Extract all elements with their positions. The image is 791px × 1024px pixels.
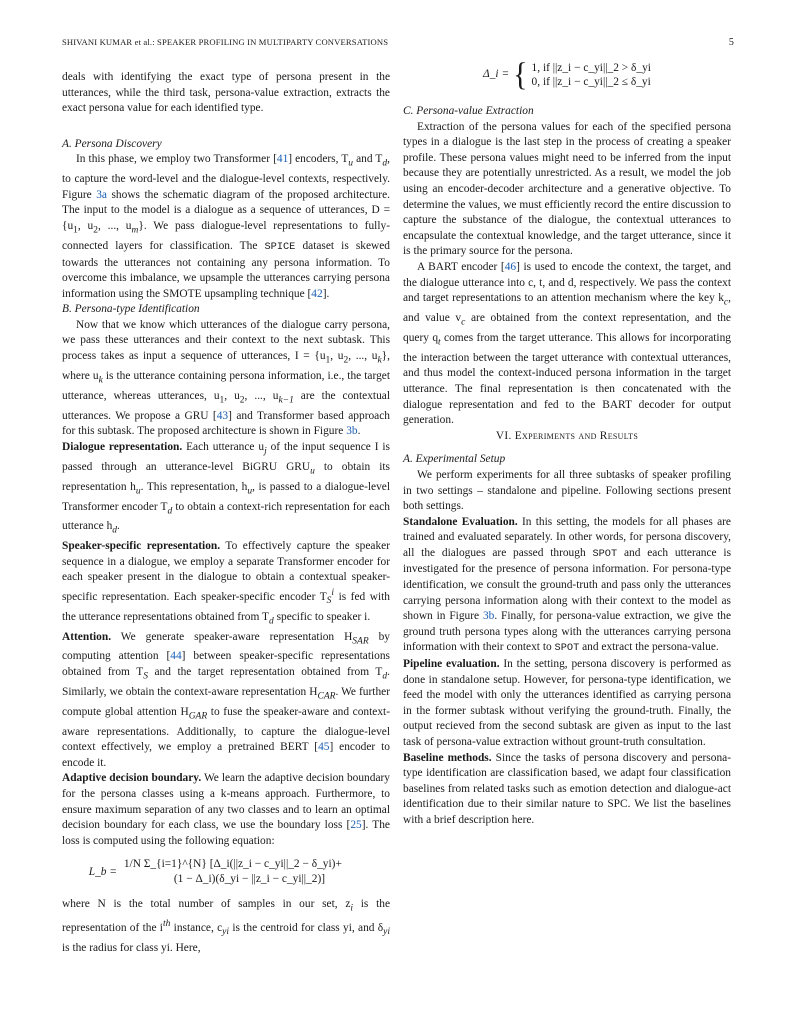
citation-link[interactable]: 42 <box>311 287 323 300</box>
paragraph: where N is the total number of samples in our set, $z_i$ is the representation of the $i^{th}$ instance, $c_{yi}$ is the centroid for class yi, and $\delta_{yi}$ is the radius for class yi. Here, <box>62 898 390 954</box>
running-header <box>62 37 734 51</box>
equation-line: 1/N Σ_{i=1}^{N} [Δ_i(||z_i − c_yi||_2 − δ_yi)+ <box>123 858 342 871</box>
boundary-loss-equation <box>62 857 390 887</box>
right-column <box>403 56 732 829</box>
running-title: SHIVANI KUMAR et al.: SPEAKER PROFILING IN MULTIPARTY CONVERSATIONS <box>62 37 389 47</box>
section-heading-experimental-setup: A. Experimental Setup <box>403 453 506 466</box>
left-column <box>62 70 390 957</box>
figure-link[interactable]: 3a <box>96 188 107 201</box>
equation-body <box>124 857 342 887</box>
equation-case: 1, if ||z_i − c_yi||_2 > δ_yi <box>531 62 651 74</box>
citation-link[interactable]: 41 <box>276 153 289 166</box>
figure-link[interactable]: 3b <box>482 610 495 623</box>
figure-link[interactable]: 3b <box>346 425 358 438</box>
paragraph: Dialogue representation. Each utterance $u_j$ of the input sequence I is passed through an utterance-level BiGRU $GRU_u$ to obtain its representation $h_u$. This representation, $h_u$, is passed to a dialogue-level Transformer encoder $T_d$ to obtain a context-rich representation for each utterance $h_d$. <box>62 440 391 536</box>
delta-equation <box>403 56 731 93</box>
citation-link[interactable]: 44 <box>170 650 182 663</box>
paragraph: Pipeline evaluation. In the setting, persona discovery is performed as done in standalone setup. However, for persona-type identification, we feed the model with only the utterances identified as carrying persona in the former subtask without verifying the ground-truth. Finally, the output recieved from the second subtask are given as input to the last task of persona-value extraction without grount-truth consultation. <box>403 658 732 748</box>
page-number: 5 <box>728 37 734 48</box>
paragraph: Now that we know which utterances of the dialogue carry persona, we pass these utterances and their context to the next subtask. This process takes as input a sequence of utterances, $I = \{u_1$, $u_2$, ..., $u_k$}, where $u_k$ is the utterance containing persona information, i.e., the target utterance, whereas utterances, $u_1$, $u_2$, ..., $u_{k-1}$ are the contextual utterances. We propose a GRU [43] and Transformer based approach for this subtask. The proposed architecture is shown in Figure 3b. <box>62 318 391 438</box>
paragraph: Standalone Evaluation. In this setting, the models for all phases are trained and evaluated separately. In other words, for persona discovery, all the dialogues are passed through SPOT and each utterance is investigated for the presence of persona information. For persona-type identification, we consult the ground-truth and pass only the utterances carrying persona information along with their context to the model as shown in Figure 3b. Finally, for persona-value extraction, we give the ground truth persona types along with the utterances carrying persona information with their context to SPOT and extract the persona-value. <box>403 515 732 655</box>
paragraph: A BART encoder [46] is used to encode the context, the target, and the dialogue utterance into c, t, and d, respectively. We pass the context and target representations to an attention mechanism where the key $k_c$, and value $v_c$ are obtained from the context representation, and the query $q_t$ comes from the target utterance. This allows for incorporating the interaction between the target utterance with contextual utterances, and thus model the context-induced persona information in the target utterance. The final representation is then concatenated with the dialogue representation and fed to the BART decoder for output generation. <box>403 260 731 427</box>
dataset-name: SPICE <box>264 240 296 253</box>
paragraph: Baseline methods. Since the tasks of persona discovery and persona-type identification are classification based, we adapt four classification baselines from related tasks such as emotion detection and dialogue-act identification due to their similar nature to SPC. We list the baselines with a brief description here. <box>403 751 731 826</box>
equation-lhs: Δ_i = <box>483 68 510 81</box>
paragraph: Adaptive decision boundary. We learn the adaptive decision boundary for the persona classes using a k-means approach. Furthermore, to ensure maximum separation of any two classes and to learn an optimal decision boundary for each class, we use the boundary loss [25]. The loss is computed using the following equation: <box>62 772 390 847</box>
equation-line: (1 − Δ_i)(δ_yi − ||z_i − c_yi||_2)] <box>173 873 326 886</box>
citation-link[interactable]: 43 <box>216 409 229 422</box>
model-name: SPOT <box>592 547 618 560</box>
paragraph: Attention. We generate speaker-aware representation $H_{SAR}$ by computing attention [44] between speaker-specific representations obtained from $T_S$ and the target representation obtained from $T_d$. Similarly, we obtain the context-aware representation $H_{CAR}$. We further compute global attention $H_{GAR}$ to fuse the speaker-aware and context-aware representations. Additionally, to capture the dialogue-level context effectively, we employ a pretrained BERT [45] encoder to encode it. <box>62 630 391 769</box>
paragraph: Extraction of the persona values for each of the specified persona types in a dialogue is the last step in the process of creating a speaker profile. These persona values might need to be inferred from the input because they are potentially unrestricted. As a result, we model the job using an encoder-decoder architecture and a generative objective. To determine the values, we must efficiently record the entire discussion to capture the substance of the dialogue, the contextual utterances to encapsulate the contextual knowledge, and the target utterance, since it is the primary source for the persona. <box>403 120 731 258</box>
section-heading-persona-discovery: A. Persona Discovery <box>62 137 162 150</box>
paragraph: We perform experiments for all three subtasks of speaker profiling in two settings – standalone and pipeline. Following sections present both settings. <box>403 468 731 513</box>
equation-case: 0, if ||z_i − c_yi||_2 ≤ δ_yi <box>531 76 651 88</box>
paragraph: In this phase, we employ two Transformer [41] encoders, $T_u$ and $T_d$, to capture the word-level and the dialogue-level contexts, respectively. Figure 3a shows the schematic diagram of the proposed architecture. The input to the model is a dialogue as a sequence of utterances, $D = \{u_1$, $u_2$, ..., $u_m$}. We pass dialogue-level representations to fully-connected layers for classification. The SPICE dataset is skewed towards the utterances not containing any persona information. To overcome this imbalance, we upsample the utterances carrying persona information using the SMOTE upsampling technique [42]. <box>62 153 390 300</box>
citation-link[interactable]: 46 <box>504 260 517 273</box>
chapter-heading: VI. Experiments and Results <box>495 429 639 442</box>
model-name: SPOT <box>554 642 580 655</box>
equation-lhs: L_b = <box>88 865 117 878</box>
brace-glyph: { <box>513 56 528 93</box>
citation-link[interactable]: 25 <box>350 819 362 832</box>
section-heading-persona-type: B. Persona-type Identification <box>62 303 200 316</box>
citation-link[interactable]: 45 <box>318 741 330 754</box>
paragraph: Speaker-specific representation. To effectively capture the speaker sequence in a dialogue, we employ a separate Transformer encoder for each speaker present in the dialogue to obtain a contextual speaker-specific representation. Each speaker-specific encoder $T_S^i$ is fed with the utterance representations obtained from $T_d$ specific to speaker i. <box>62 540 391 626</box>
section-heading-persona-value: C. Persona-value Extraction <box>403 105 534 117</box>
paragraph: deals with identifying the exact type of persona present in the utterances, while the third task, persona-value extraction, extracts the exact persona value for each identified type. <box>62 71 390 115</box>
equation-cases <box>532 61 651 89</box>
